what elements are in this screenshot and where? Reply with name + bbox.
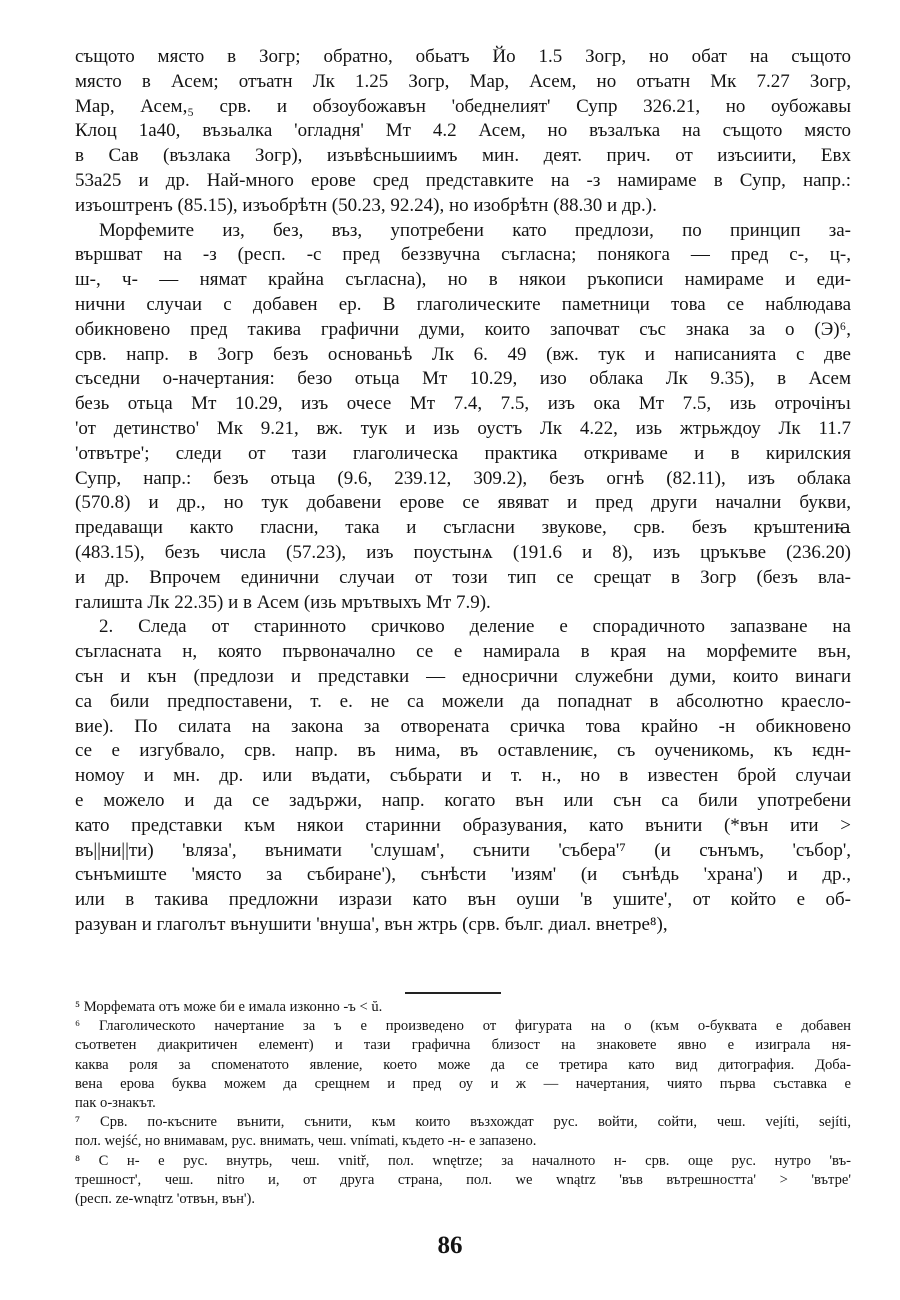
footnote bbox=[75, 1017, 851, 1113]
text-line: сънъмиште 'място за събиране'), сънѣсти 'изям' (и сънѣдь 'храна') и др., bbox=[75, 864, 851, 886]
footnote-line: пак о-знакът. bbox=[75, 1094, 156, 1111]
text-line: изъоштренъ (85.15), изъобрѣтн (50.23, 92.24), но изобрѣтн (88.30 и др.). bbox=[75, 194, 657, 216]
text-line: е можело и да се задържи, напр. когато вън или сън са били употребени bbox=[75, 789, 851, 811]
body-text bbox=[75, 45, 851, 938]
text-line: галишта Лк 22.35) и в Асем (изь мрътвыхъ Мт 7.9). bbox=[75, 591, 491, 613]
footnote-line: ⁶ Глаголическото начертание за ъ е произведено от фигурата на о (към о-буквата е добавен bbox=[75, 1018, 851, 1035]
text-line: Супр, напр.: безъ отьца (9.6, 239.12, 309.2), безъ огнѣ (82.11), изъ облака bbox=[75, 467, 851, 489]
text-line: същото място в Зогр; обратно, обьатъ Йо 1.5 Зогр, но обат на същото bbox=[75, 46, 851, 67]
footnote-line: трешност', чеш. nitro и, от друга страна, пол. we wnątrz 'във вътрешността' > 'вътре' bbox=[75, 1171, 851, 1188]
paragraph bbox=[75, 615, 851, 937]
text-line: 53а25 и др. Най-много ерове сред представките на -з намираме в Супр, напр.: bbox=[75, 169, 851, 191]
text-line: място в Асем; отъатн Лк 1.25 Зогр, Мар, Асем, но отъатн Мк 7.27 Зогр, bbox=[75, 70, 851, 92]
text-line: срв. напр. в Зогр безъ основаньѣ Лк 6. 49 (вж. тук и написанията с две bbox=[75, 343, 851, 365]
page-number: 86 bbox=[437, 1232, 463, 1259]
footnote-line: каква роля за споменатото явление, което може да се третира като вид дитография. Доба- bbox=[75, 1056, 851, 1073]
text-line: в Сав (възлака Зогр), изъвѣсньшиимъ мин. деят. прич. от изъсиити, Евх bbox=[75, 145, 851, 167]
text-line: 'от детинство' Мк 9.21, вж. тук и изь оустъ Лк 4.22, изь жтрьждоу Лк 11.7 bbox=[75, 417, 851, 439]
text-line: се е изгубвало, срв. напр. въ нима, въ оставлениѥ, съ оученикомь, къ ѥдн- bbox=[75, 740, 851, 762]
footnote-line: (респ. ze-wnątrz 'отвън, вън'). bbox=[75, 1190, 256, 1207]
text-line: Клоц 1а40, възьалка 'огладня' Мт 4.2 Асем, но възалъка на същото място bbox=[75, 120, 851, 142]
footnote bbox=[75, 1152, 851, 1210]
footnote-separator bbox=[405, 992, 501, 994]
text-line: или в такива предложни изрази като вън оуши 'в ушите', от който е об- bbox=[75, 889, 851, 911]
text-line: (570.8) и др., но тук добавени ерове се явяват и пред други начални букви, bbox=[75, 492, 851, 514]
text-line: Морфемите из, без, въз, употребени като предлози, по принцип за- bbox=[99, 219, 851, 241]
text-line: предаващи както гласни, така и съгласни звукове, срв. безъ кръштениꙗ bbox=[75, 517, 851, 539]
text-line: обикновено пред такива графични думи, които започват със знака за о (Э)⁶, bbox=[75, 318, 851, 340]
text-line: (483.15), безъ числа (57.23), изъ поустынѧ (191.6 и 8), изъ цръкъве (236.20) bbox=[75, 541, 851, 563]
text-line: въ||ни||ти) 'вляза', вънимати 'слушам', сънити 'събера'⁷ (и сънъмъ, 'събор', bbox=[75, 839, 851, 861]
footnote bbox=[75, 998, 851, 1017]
text-line: безь отьца Мт 10.29, изъ очесе Мт 7.4, 7.5, изъ ока Мт 7.5, изь отрочінъı bbox=[75, 393, 851, 415]
footnote-line: ⁵ Морфемата отъ може би е имала изконно -ъ < ŭ. bbox=[75, 999, 383, 1015]
text-line: 2. Следа от старинното сричково деление е спорадичното запазване на bbox=[99, 616, 851, 638]
text-line: са били предпоставени, т. е. не са можели да попаднат в абсолютно краесло- bbox=[75, 690, 851, 712]
text-line: разуван и глаголът вънушити 'внуша', вън жтрь (срв. бълг. диал. внетре⁸), bbox=[75, 913, 668, 935]
text-line: и др. Впрочем единични случаи от този тип се срещат в Зогр (безъ вла- bbox=[75, 566, 851, 588]
footnote-line: ⁷ Срв. по-късните вънити, сънити, към които възхождат рус. войти, сойти, чеш. vejíti, sejíti, bbox=[75, 1114, 851, 1131]
paragraph bbox=[75, 45, 851, 219]
footnote-line: вена ерова буква можем да срещнем и пред оу и ж — начертания, чиято първа съставка е bbox=[75, 1075, 851, 1092]
text-line: ш-, ч- — нямат крайна съгласна), но в някои ръкописи намираме и еди- bbox=[75, 269, 851, 291]
footnote bbox=[75, 1113, 851, 1151]
paragraph bbox=[75, 219, 851, 616]
text-line: вършват на -з (респ. -с пред беззвучна съгласна; понякога — пред с-, ц-, bbox=[75, 244, 851, 266]
text-line: съгласната н, която първоначално се е намирала в края на морфемите вън, bbox=[75, 641, 851, 663]
text-line: вие). По силата на закона за отворената сричка това крайно -н обикновено bbox=[75, 715, 851, 737]
text-line: като представки към някои старинни образувания, като вънити (*вън ити > bbox=[75, 814, 851, 836]
text-line: номоу и мн. др. или въдати, събьрати и т. н., но в известен брой случаи bbox=[75, 765, 851, 787]
footnote-line: съответен диакритичен елемент) и тази графична близост на знаковете явно е изиграла ня- bbox=[75, 1037, 851, 1054]
footnote-line: ⁸ С н- е рус. внутрь, чеш. vnitř, пол. wnętrze; за началното н- срв. още рус. нутро 'въ- bbox=[75, 1152, 851, 1169]
text-line: Мар, Асем,₅ срв. и обзоубожавън 'обеднелият' Супр 326.21, но оубожавы bbox=[75, 95, 851, 117]
text-line: съседни о-начертания: безо отьца Мт 10.29, изо облака Лк 9.35), в Асем bbox=[75, 368, 851, 390]
text-line: нични случаи с добавен ер. В глаголическите паметници това се наблюдава bbox=[75, 293, 851, 315]
footnotes bbox=[75, 998, 851, 1209]
text-line: 'отвътре'; следи от тази глаголическа практика откриваме и в кирилския bbox=[75, 442, 851, 464]
text-line: сън и кън (предлози и представки — едносрични служебни думи, които винаги bbox=[75, 665, 851, 687]
footnote-line: пол. wejść, но внимавам, рус. внимать, чеш. vnímati, където -н- е запазено. bbox=[75, 1133, 537, 1150]
